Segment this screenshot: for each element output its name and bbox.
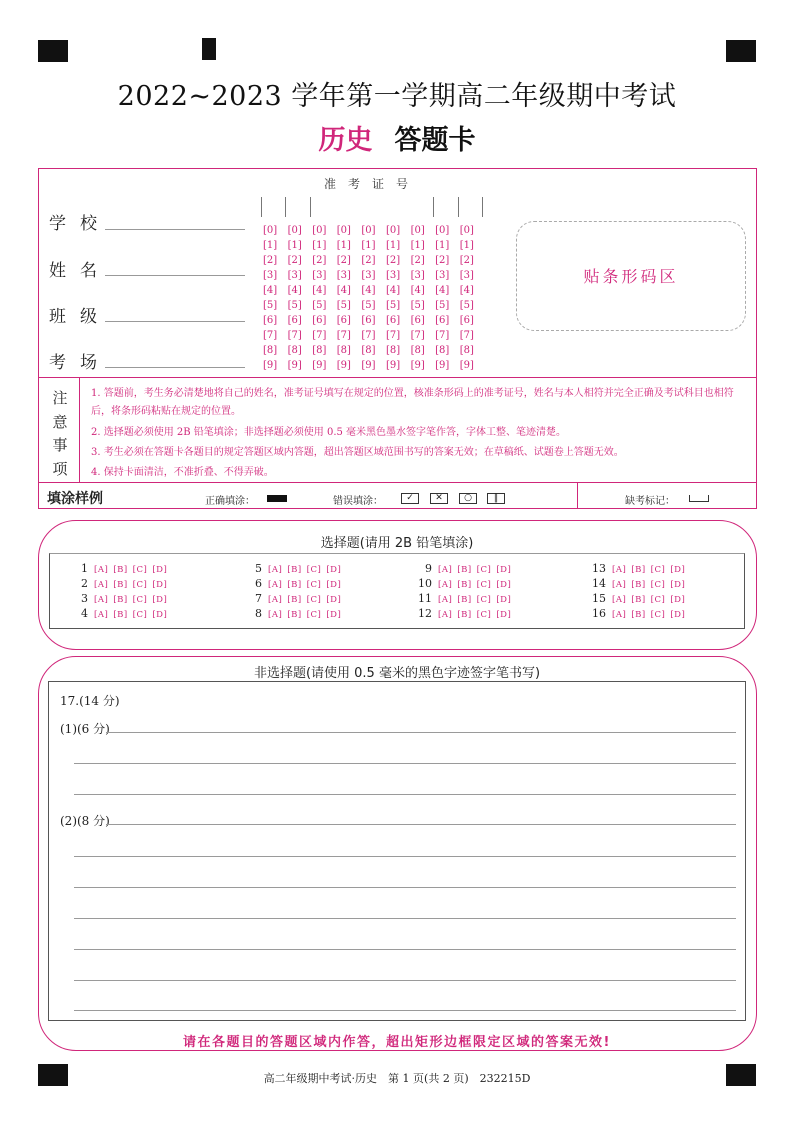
mc-option-bubble[interactable]: [D] [670,565,686,575]
mc-option-bubble[interactable]: [D] [326,565,342,575]
mc-question [74,562,172,575]
mc-option-bubble[interactable]: [A] [94,595,109,605]
mc-question [248,577,346,590]
fill-example-label: 填涂样例 [47,491,103,507]
notice-item: 2. 选择题必须使用 2B 铅笔填涂；非选择题必须使用 0.5 毫米黑色墨水签字笔作答，字体工整、笔迹清楚。 [91,427,567,438]
mc-option-bubble[interactable]: [C] [476,580,492,590]
field-name-label: 姓名 [49,261,111,281]
notice-column-divider [79,377,80,482]
mc-option-bubble[interactable]: [A] [94,580,109,590]
mc-question-number: 9 [425,562,432,575]
mc-question [592,577,690,590]
wrong-cross-mark: ✕ [430,493,448,504]
mc-option-bubble[interactable]: [D] [326,595,342,605]
wrong-circle-mark: ○ [459,493,477,504]
mc-option-bubble[interactable]: [B] [631,595,646,605]
missing-mark-box[interactable] [689,495,709,502]
answer-line[interactable] [74,887,736,888]
mc-question [418,577,516,590]
mc-option-bubble[interactable]: [B] [287,595,302,605]
missing-label: 缺考标记： [625,496,675,507]
mc-option-bubble[interactable]: [A] [268,580,283,590]
mc-question-number: 10 [418,577,432,590]
mc-option-bubble[interactable]: [A] [438,610,453,620]
mc-option-bubble[interactable]: [D] [670,610,686,620]
notice-item: 3. 考生必须在答题卡各题目的规定答题区域内答题，超出答题区域范围书写的答案无效；在草稿纸、试题卷上答题无效。 [91,447,624,458]
subject-name: 历史 [318,125,373,156]
mc-option-bubble[interactable]: [B] [113,610,128,620]
mc-question-number: 15 [592,592,606,605]
mc-option-bubble[interactable]: [B] [113,595,128,605]
answer-line[interactable] [74,1010,736,1011]
mc-option-bubble[interactable]: [A] [94,565,109,575]
card-subtitle [0,118,794,157]
info-box [38,168,757,509]
answer-line[interactable] [74,918,736,919]
mc-question [248,607,346,620]
mc-option-bubble[interactable]: [A] [612,565,627,575]
mc-option-bubble[interactable]: [B] [631,580,646,590]
mc-option-bubble[interactable]: [B] [457,595,472,605]
notice-heading: 注 意 事 项 [52,389,68,478]
mc-option-bubble[interactable]: [C] [132,610,148,620]
mc-question-number: 13 [592,562,606,575]
mc-question [418,607,516,620]
mc-question-number: 2 [81,577,88,590]
mc-question-number: 8 [255,607,262,620]
field-school-label: 学校 [49,214,111,234]
mc-option-bubble[interactable]: [C] [306,595,322,605]
mc-option-bubble[interactable]: [C] [132,595,148,605]
mc-option-bubble[interactable]: [B] [457,610,472,620]
mc-question-number: 5 [255,562,262,575]
mc-option-bubble[interactable]: [D] [152,595,168,605]
mc-option-bubble[interactable]: [C] [650,610,666,620]
notice-item: 1. 答题前，考生务必清楚地将自己的姓名，准考证号填写在规定的位置，核准条形码上的准考证号，姓名与本人相符并完全正确及考试科目也相符后，将条形码粘贴在规定的位置。 [91,388,734,417]
mc-question-number: 12 [418,607,432,620]
mc-option-bubble[interactable]: [D] [670,595,686,605]
registration-mark-top-left [38,40,68,62]
answer-line[interactable] [74,794,736,795]
wrong-line-mark: ‖ [487,493,505,504]
mc-option-bubble[interactable]: [A] [612,595,627,605]
mc-option-bubble[interactable]: [C] [476,610,492,620]
digit-row-3[interactable]: [3] [3] [3] [3] [3] [3] [3] [3] [3] [263,270,474,281]
mc-option-bubble[interactable]: [A] [268,595,283,605]
digit-row-1[interactable]: [1] [1] [1] [1] [1] [1] [1] [1] [1] [263,240,474,251]
mc-option-bubble[interactable]: [B] [631,565,646,575]
fill-example-divider [39,482,756,483]
mc-option-bubble[interactable]: [C] [306,580,322,590]
mc-option-bubble[interactable]: [B] [457,580,472,590]
mc-question [418,592,516,605]
mc-question [248,562,346,575]
digit-row-0[interactable]: [0] [0] [0] [0] [0] [0] [0] [0] [0] [263,225,474,236]
mc-option-bubble[interactable]: [D] [326,610,342,620]
mc-question [74,607,172,620]
answer-line[interactable] [106,732,736,733]
mc-option-bubble[interactable]: [C] [650,580,666,590]
answer-card-label: 答题卡 [394,125,476,156]
digit-row-5[interactable]: [5] [5] [5] [5] [5] [5] [5] [5] [5] [263,300,474,311]
mc-question-number: 16 [592,607,606,620]
part-2-label: (2)(8 分) [60,814,110,828]
mc-option-bubble[interactable]: [C] [306,565,322,575]
mc-option-bubble[interactable]: [D] [152,565,168,575]
mc-option-bubble[interactable]: [B] [113,580,128,590]
part-1-label: (1)(6 分) [60,722,110,736]
multiple-choice-title: 选择题(请用 2B 铅笔填涂) [320,536,474,551]
mc-question-number: 7 [255,592,262,605]
digit-row-7[interactable]: [7] [7] [7] [7] [7] [7] [7] [7] [7] [263,330,474,341]
zkzh-title: 准考证号 [324,177,421,191]
mc-option-bubble[interactable]: [B] [287,610,302,620]
wrong-check-mark: ✓ [401,493,419,504]
question-17-label: 17.(14 分) [60,694,120,708]
mc-question [592,592,690,605]
mc-option-bubble[interactable]: [A] [268,610,283,620]
mc-option-bubble[interactable]: [A] [612,610,627,620]
mc-option-bubble[interactable]: [C] [306,610,322,620]
boundary-warning: 请在各题目的答题区域内作答，超出矩形边框限定区域的答案无效! [183,1035,611,1050]
mc-option-bubble[interactable]: [C] [132,580,148,590]
mc-option-bubble[interactable]: [D] [496,595,512,605]
mc-option-bubble[interactable]: [C] [132,565,148,575]
field-school-input[interactable] [105,229,245,230]
page-footer: 高二年级期中考试·历史 第 1 页(共 2 页) 232215D [263,1072,531,1085]
correct-fill-label: 正确填涂： [205,496,255,507]
digit-row-6[interactable]: [6] [6] [6] [6] [6] [6] [6] [6] [6] [263,315,474,326]
mc-option-bubble[interactable]: [C] [476,595,492,605]
mc-option-bubble[interactable]: [D] [152,580,168,590]
mc-option-bubble[interactable]: [B] [113,565,128,575]
mc-question-number: 14 [592,577,606,590]
digit-row-2[interactable]: [2] [2] [2] [2] [2] [2] [2] [2] [2] [263,255,474,266]
answer-line[interactable] [74,949,736,950]
notice-list [91,385,751,483]
mc-option-bubble[interactable]: [D] [670,580,686,590]
answer-line[interactable] [74,856,736,857]
mc-question-number: 4 [81,607,88,620]
field-room-input[interactable] [105,367,245,368]
wrong-fill-label: 错误填涂： [333,496,383,507]
digit-row-4[interactable]: [4] [4] [4] [4] [4] [4] [4] [4] [4] [263,285,474,296]
mc-question-number: 6 [255,577,262,590]
exam-title: 2022~2023 学年第一学期高二年级期中考试 [117,81,677,112]
registration-mark-top-right [726,40,756,62]
mc-question [248,592,346,605]
mc-option-bubble[interactable]: [B] [287,580,302,590]
field-room-label: 考场 [49,353,111,373]
mc-option-bubble[interactable]: [A] [94,610,109,620]
notice-divider [39,377,756,378]
mc-option-bubble[interactable]: [C] [650,595,666,605]
mc-option-bubble[interactable]: [D] [326,580,342,590]
mc-option-bubble[interactable]: [C] [476,565,492,575]
mc-option-bubble[interactable]: [A] [438,565,453,575]
mc-question [592,607,690,620]
mc-option-bubble[interactable]: [C] [650,565,666,575]
mc-question-number: 11 [418,592,432,605]
barcode-area [516,221,746,331]
notice-item: 4. 保持卡面清洁，不准折叠、不得弄破。 [91,467,274,478]
field-class-label: 班级 [49,307,111,327]
mc-option-bubble[interactable]: [D] [496,565,512,575]
mc-option-bubble[interactable]: [A] [438,580,453,590]
mc-option-bubble[interactable]: [A] [438,595,453,605]
registration-mark-top-center [202,38,216,60]
fill-example-separator [577,482,578,508]
field-class-input[interactable] [105,321,245,322]
mc-option-bubble[interactable]: [D] [496,610,512,620]
correct-fill-swatch [267,495,287,502]
answer-line[interactable] [74,763,736,764]
mc-option-bubble[interactable]: [B] [287,565,302,575]
mc-option-bubble[interactable]: [B] [631,610,646,620]
mc-option-bubble[interactable]: [D] [496,580,512,590]
mc-option-bubble[interactable]: [B] [457,565,472,575]
answer-line[interactable] [106,824,736,825]
digit-row-8[interactable]: [8] [8] [8] [8] [8] [8] [8] [8] [8] [263,345,474,356]
barcode-label: 贴条形码区 [583,267,679,286]
answer-line[interactable] [74,980,736,981]
mc-option-bubble[interactable]: [A] [268,565,283,575]
mc-question [74,592,172,605]
mc-question-number: 3 [81,592,88,605]
field-name-input[interactable] [105,275,245,276]
mc-question [74,577,172,590]
digit-row-9[interactable]: [9] [9] [9] [9] [9] [9] [9] [9] [9] [263,360,474,371]
mc-question-number: 1 [81,562,88,575]
mc-option-bubble[interactable]: [D] [152,610,168,620]
mc-question [592,562,690,575]
mc-question [418,562,516,575]
free-response-title: 非选择题(请使用 0.5 毫米的黑色字迹签字笔书写) [253,666,541,681]
mc-option-bubble[interactable]: [A] [612,580,627,590]
